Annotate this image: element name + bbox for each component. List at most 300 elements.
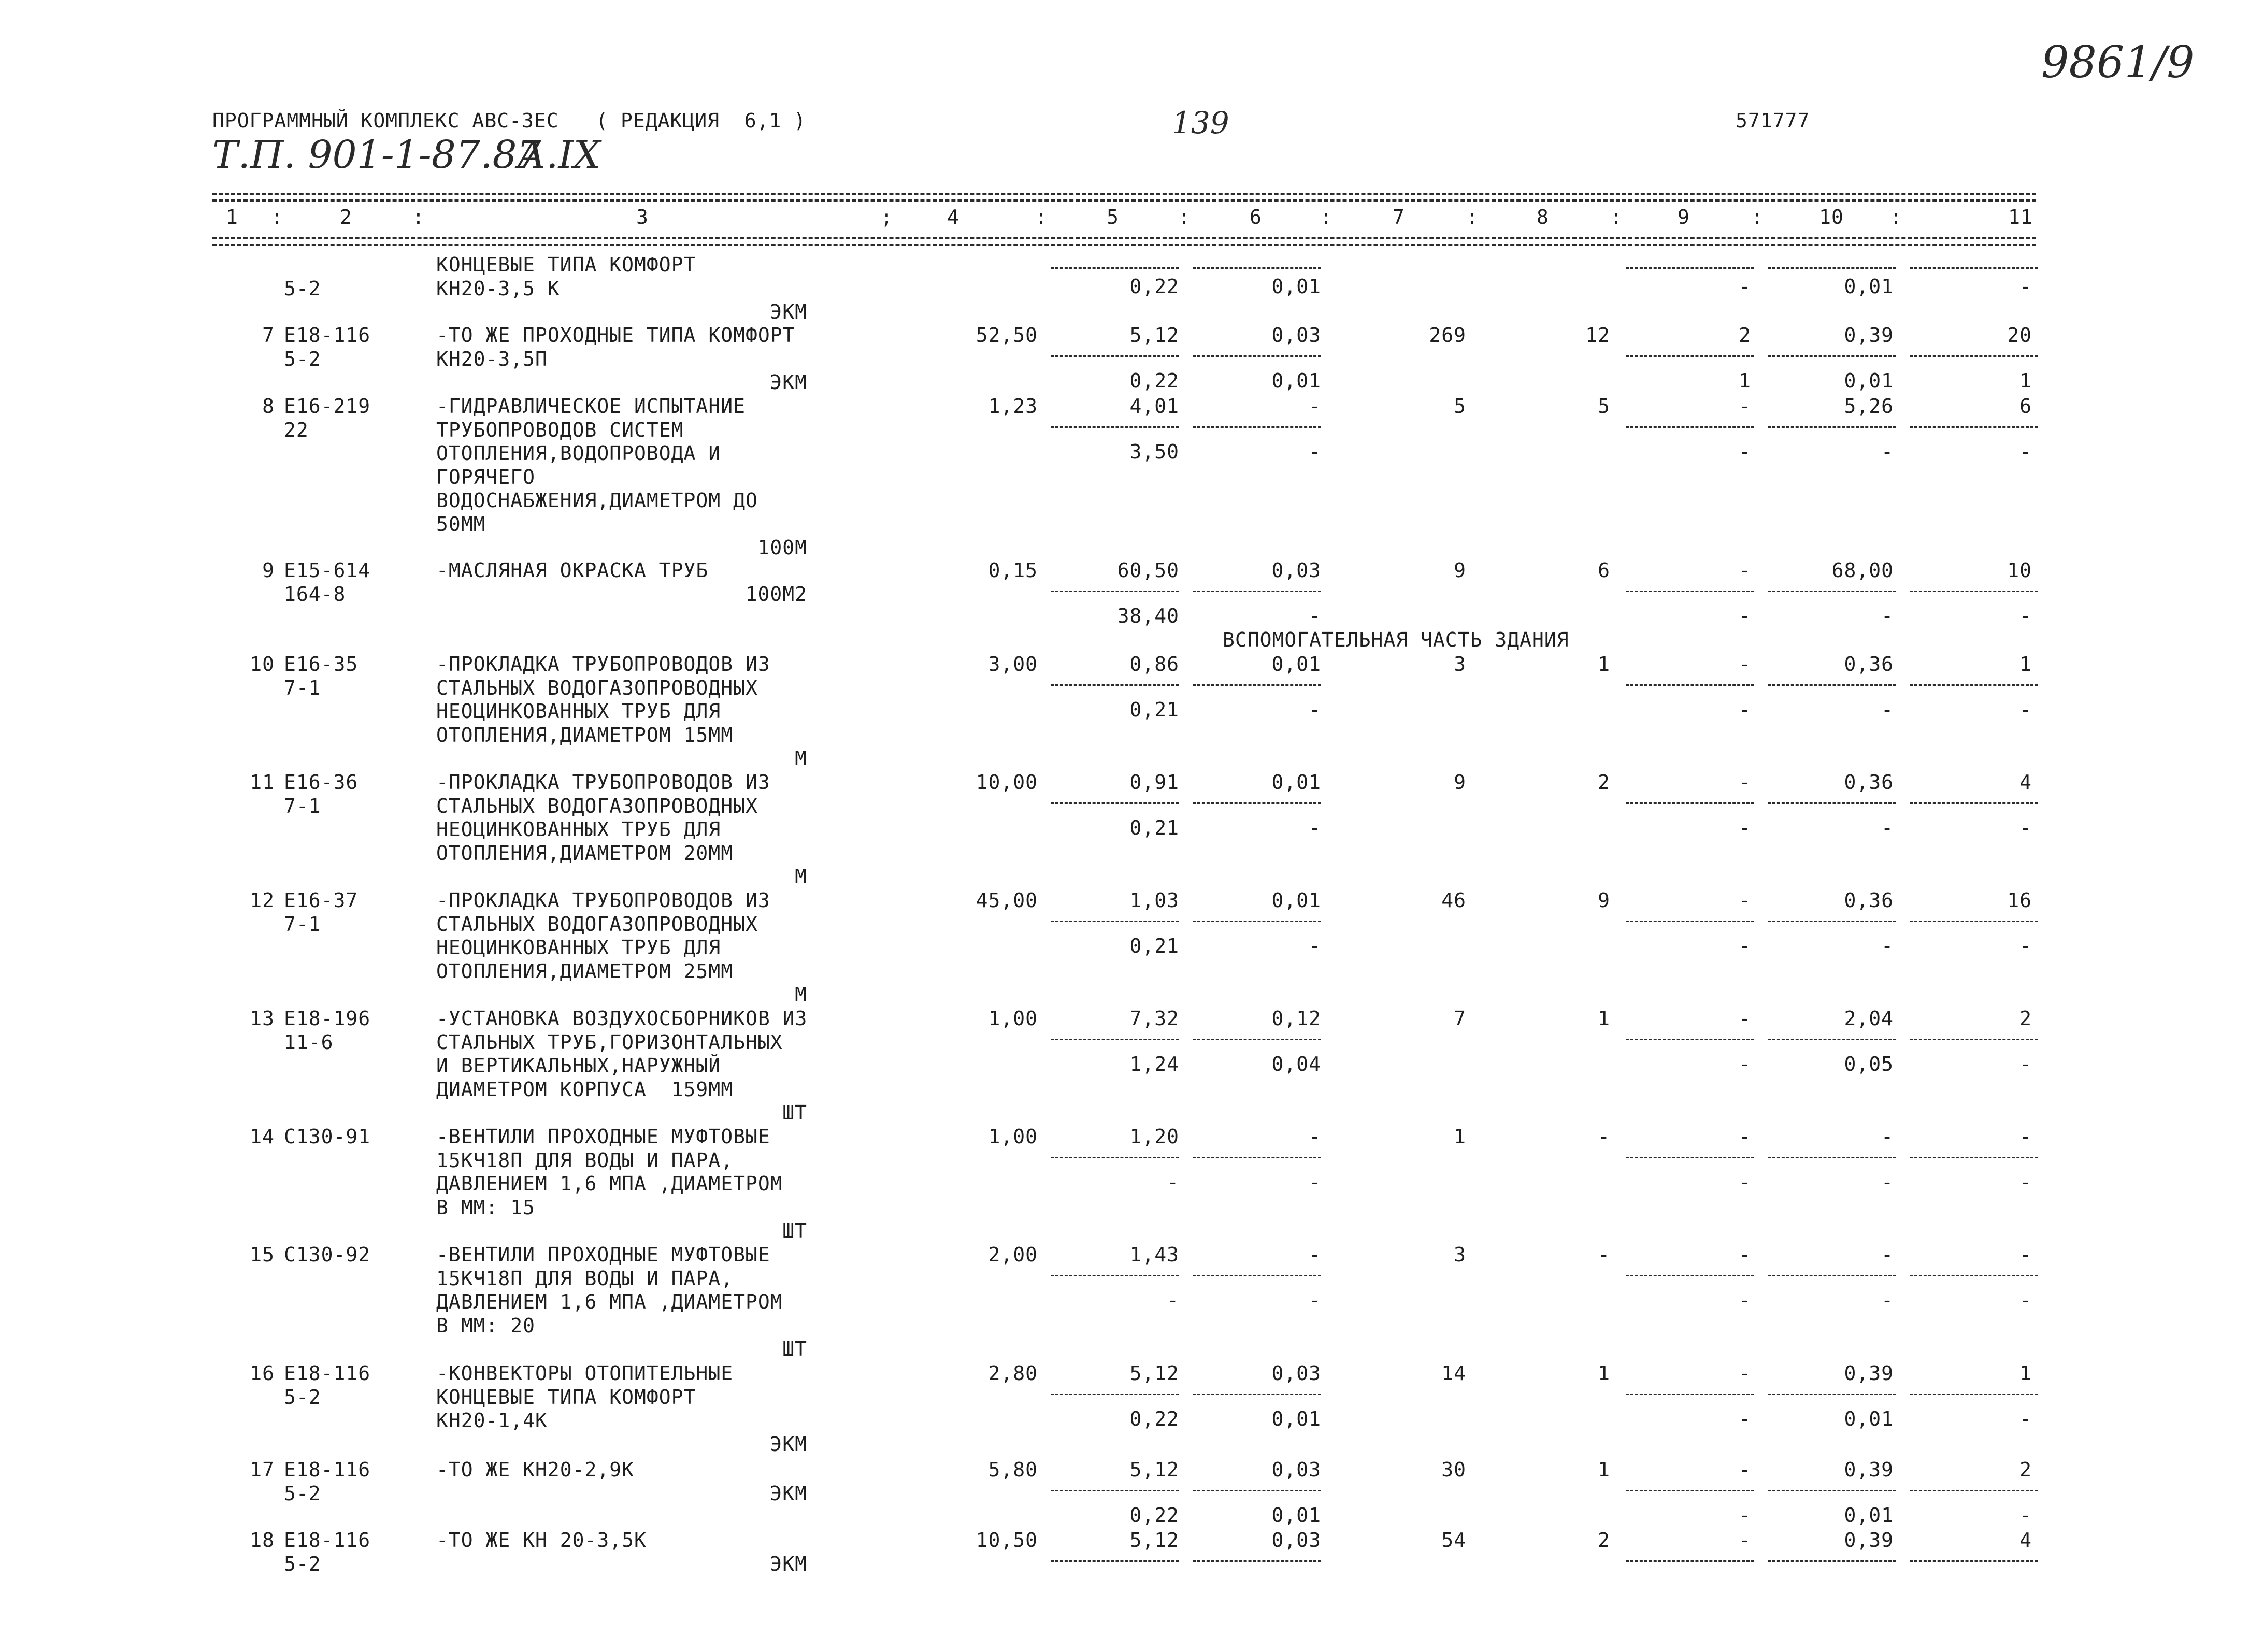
c10-fraction-rule <box>1768 1157 1896 1158</box>
c9-upper-value: - <box>1739 559 1751 582</box>
c6-upper-value: 0,03 <box>1271 324 1321 347</box>
c11-fraction-rule <box>1910 1039 2038 1040</box>
c10-fraction-rule <box>1768 355 1896 357</box>
c9-fraction-rule <box>1626 802 1754 804</box>
c5-upper-value: 1,43 <box>1129 1243 1179 1266</box>
c11-fraction-rule <box>1910 591 2038 592</box>
handwritten-corner-note: 9861/9 <box>2041 37 2195 88</box>
rate-subcode: 5-2 <box>284 347 321 370</box>
c5-fraction-rule <box>1051 591 1179 592</box>
album-reference: А.IX <box>517 133 601 177</box>
c10-upper-value: 0,39 <box>1844 324 1894 347</box>
quantity: 1,00 <box>988 1125 1038 1148</box>
c9-lower-value: - <box>1739 698 1751 721</box>
rate-code: Е16-36 <box>284 771 359 794</box>
c9-fraction-rule <box>1626 684 1754 686</box>
c11-upper-value: 10 <box>2007 559 2032 582</box>
c10-lower-value: 0,05 <box>1844 1053 1894 1075</box>
col8-value: 9 <box>1598 889 1610 912</box>
c6-lower-value: - <box>1309 698 1321 721</box>
c6-fraction-rule <box>1193 1157 1321 1158</box>
c5-fraction-rule <box>1051 355 1179 357</box>
c9-lower-value: - <box>1739 1407 1751 1430</box>
c6-fraction-rule <box>1193 591 1321 592</box>
c11-fraction-rule <box>1910 1157 2038 1158</box>
c11-fraction-rule <box>1910 1560 2038 1562</box>
c10-fraction-rule <box>1768 1490 1896 1491</box>
c11-lower-value: - <box>2019 1053 2032 1075</box>
c9-fraction-rule <box>1626 1560 1754 1562</box>
measurement-unit: ЭКМ <box>770 371 807 394</box>
column-header: 3 <box>636 206 649 228</box>
c6-upper-value: - <box>1309 1243 1321 1266</box>
c9-upper-value: - <box>1739 889 1751 912</box>
c5-upper-value: 0,91 <box>1129 771 1179 794</box>
work-description-line: -КОНВЕКТОРЫ ОТОПИТЕЛЬНЫЕ <box>436 1362 734 1385</box>
work-description-line: НЕОЦИНКОВАННЫХ ТРУБ ДЛЯ <box>436 700 721 723</box>
column-header: 9 <box>1678 206 1690 228</box>
work-description-line: И ВЕРТИКАЛЬНЫХ,НАРУЖНЫЙ <box>436 1054 721 1077</box>
work-description-line: -ГИДРАВЛИЧЕСКОЕ ИСПЫТАНИЕ <box>436 395 746 418</box>
col8-value: 12 <box>1585 324 1610 347</box>
row-number: 12 <box>250 889 275 912</box>
work-description-line: В ММ: 15 <box>436 1196 536 1219</box>
column-header: ; <box>881 206 893 228</box>
c11-upper-value: 20 <box>2007 324 2032 347</box>
rate-subcode: 5-2 <box>284 1482 321 1505</box>
row-number: 15 <box>250 1243 275 1266</box>
work-description-line: -ПРОКЛАДКА ТРУБОПРОВОДОВ ИЗ <box>436 653 770 676</box>
work-description-line: -ТО ЖЕ ПРОХОДНЫЕ ТИПА КОМФОРТ <box>436 324 795 347</box>
c9-lower-value: - <box>1739 816 1751 839</box>
rate-code: Е16-35 <box>284 653 359 676</box>
work-description-line: ОТОПЛЕНИЯ,ДИАМЕТРОМ 15ММ <box>436 723 734 746</box>
rate-subcode: 5-2 <box>284 277 321 300</box>
c5-upper-value: 60,50 <box>1117 559 1179 582</box>
col7-value: 7 <box>1454 1007 1466 1030</box>
c6-lower-value: - <box>1309 816 1321 839</box>
rate-subcode: 7-1 <box>284 676 321 699</box>
header-bottom-rule <box>212 237 2036 239</box>
c10-upper-value: 68,00 <box>1831 559 1894 582</box>
col8-value: 2 <box>1598 1529 1610 1552</box>
table-top-rule <box>212 199 2036 202</box>
c10-upper-value: 2,04 <box>1844 1007 1894 1030</box>
c10-lower-value: - <box>1881 935 1894 957</box>
c11-fraction-rule <box>1910 355 2038 357</box>
work-description-line: НЕОЦИНКОВАННЫХ ТРУБ ДЛЯ <box>436 818 721 841</box>
column-header: 4 <box>947 206 959 228</box>
c11-fraction-rule <box>1910 1394 2038 1395</box>
rate-code: Е18-116 <box>284 1529 371 1552</box>
c10-lower-value: - <box>1881 1289 1894 1312</box>
c10-upper-value: 0,36 <box>1844 653 1894 676</box>
c6-fraction-rule <box>1193 1490 1321 1491</box>
c6-fraction-rule <box>1193 1275 1321 1276</box>
column-header: : <box>1890 206 1902 228</box>
measurement-unit: 100М2 <box>745 582 807 606</box>
c11-fraction-rule <box>1910 426 2038 428</box>
c9-upper-value: - <box>1739 1243 1751 1266</box>
work-description-line: 50ММ <box>436 512 486 536</box>
work-description-line: -УСТАНОВКА ВОЗДУХОСБОРНИКОВ ИЗ <box>436 1007 808 1030</box>
c9-fraction-rule <box>1626 1039 1754 1040</box>
work-description-line: 15КЧ18П ДЛЯ ВОДЫ И ПАРА, <box>436 1267 734 1290</box>
col7-value: 5 <box>1454 395 1466 418</box>
measurement-unit: М <box>795 865 807 888</box>
c5-fraction-rule <box>1051 1490 1179 1491</box>
rate-code: Е16-219 <box>284 395 371 418</box>
quantity: 2,00 <box>988 1243 1038 1266</box>
c9-upper-value: - <box>1739 1458 1751 1481</box>
c9-upper-value: - <box>1739 1362 1751 1385</box>
column-header: 7 <box>1393 206 1405 228</box>
c11-lower-value: - <box>2019 698 2032 721</box>
c5-fraction-rule <box>1051 1157 1179 1158</box>
rate-subcode: 11-6 <box>284 1030 334 1054</box>
column-header: 5 <box>1107 206 1119 228</box>
c11-upper-value: 4 <box>2019 771 2032 794</box>
work-description-line: -ТО ЖЕ КН 20-3,5К <box>436 1529 647 1552</box>
c5-upper-value: 5,12 <box>1129 1529 1179 1552</box>
c11-lower-value: - <box>2019 935 2032 957</box>
work-description-line: 15КЧ18П ДЛЯ ВОДЫ И ПАРА, <box>436 1148 734 1172</box>
c10-lower-value: 0,01 <box>1844 1407 1894 1430</box>
c10-lower-value: 0,01 <box>1844 275 1894 298</box>
c10-fraction-rule <box>1768 1039 1896 1040</box>
c10-upper-value: - <box>1881 1125 1894 1148</box>
work-description-line: ОТОПЛЕНИЯ,ВОДОПРОВОДА И <box>436 442 721 465</box>
c9-upper-value: - <box>1739 1529 1751 1552</box>
c10-lower-value: - <box>1881 698 1894 721</box>
measurement-unit: ШТ <box>782 1219 807 1242</box>
c6-fraction-rule <box>1193 921 1321 922</box>
c11-lower-value: - <box>2019 1407 2032 1430</box>
c9-fraction-rule <box>1626 1157 1754 1158</box>
col7-value: 46 <box>1441 889 1466 912</box>
c5-upper-value: 4,01 <box>1129 395 1179 418</box>
col8-value: 1 <box>1598 653 1610 676</box>
document-code: 571777 <box>1736 109 1810 132</box>
c6-upper-value: 0,03 <box>1271 559 1321 582</box>
c6-upper-value: - <box>1309 395 1321 418</box>
c6-lower-value: 0,04 <box>1271 1053 1321 1075</box>
c6-upper-value: 0,01 <box>1271 653 1321 676</box>
c5-upper-value: 5,12 <box>1129 1458 1179 1481</box>
column-header: 8 <box>1537 206 1549 228</box>
work-description-line: ТРУБОПРОВОДОВ СИСТЕМ <box>436 418 684 441</box>
row-number: 7 <box>262 324 275 347</box>
c9-upper-value: - <box>1739 395 1751 418</box>
c11-upper-value: - <box>2019 1243 2032 1266</box>
header-bottom-rule <box>212 244 2036 246</box>
column-header: : <box>1178 206 1191 228</box>
work-description-line: КН20-1,4К <box>436 1409 548 1432</box>
row-number: 8 <box>262 395 275 418</box>
c10-upper-value: 5,26 <box>1844 395 1894 418</box>
c10-upper-value: - <box>1881 1243 1894 1266</box>
rate-subcode: 5-2 <box>284 1552 321 1575</box>
c5-fraction-rule <box>1051 1039 1179 1040</box>
quantity: 10,50 <box>976 1529 1038 1552</box>
c9-upper-value: 2 <box>1739 324 1751 347</box>
c10-fraction-rule <box>1768 1560 1896 1562</box>
col8-value: 6 <box>1598 559 1610 582</box>
c9-upper-value: - <box>1739 1125 1751 1148</box>
project-reference: Т.П. 901-1-87.87 <box>212 133 541 177</box>
column-header: : <box>1035 206 1048 228</box>
work-description-line: КОНЦЕВЫЕ ТИПА КОМФОРТ <box>436 253 696 276</box>
rate-code: Е16-37 <box>284 889 359 912</box>
col8-value: 1 <box>1598 1362 1610 1385</box>
table-top-rule <box>212 193 2036 195</box>
quantity: 0,15 <box>988 559 1038 582</box>
c10-lower-value: - <box>1881 440 1894 463</box>
row-number: 16 <box>250 1362 275 1385</box>
measurement-unit: 100М <box>757 536 807 559</box>
col8-value: 1 <box>1598 1007 1610 1030</box>
c10-lower-value: 0,01 <box>1844 1504 1894 1527</box>
column-header: : <box>1466 206 1479 228</box>
row-number: 9 <box>262 559 275 582</box>
work-description-line: ГОРЯЧЕГО <box>436 465 536 489</box>
c6-lower-value: - <box>1309 935 1321 957</box>
c10-lower-value: - <box>1881 816 1894 839</box>
c10-fraction-rule <box>1768 684 1896 686</box>
c5-upper-value: 5,12 <box>1129 324 1179 347</box>
work-description-line: СТАЛЬНЫХ ВОДОГАЗОПРОВОДНЫХ <box>436 912 758 936</box>
c9-upper-value: - <box>1739 771 1751 794</box>
measurement-unit: ЭКМ <box>770 1552 807 1575</box>
c11-fraction-rule <box>1910 267 2038 269</box>
c11-upper-value: 4 <box>2019 1529 2032 1552</box>
c6-upper-value: 0,01 <box>1271 889 1321 912</box>
measurement-unit: ЭКМ <box>770 1432 807 1456</box>
measurement-unit: М <box>795 983 807 1006</box>
column-header: 2 <box>340 206 352 228</box>
c10-lower-value: - <box>1881 1171 1894 1194</box>
c6-upper-value: 0,03 <box>1271 1458 1321 1481</box>
c5-lower-value: 0,21 <box>1129 698 1179 721</box>
c5-lower-value: 0,21 <box>1129 816 1179 839</box>
page-number: 139 <box>1172 105 1229 140</box>
c11-lower-value: - <box>2019 605 2032 627</box>
work-description-line: ДАВЛЕНИЕМ 1,6 МПА ,ДИАМЕТРОМ <box>436 1172 783 1195</box>
column-header: 1 <box>226 206 238 228</box>
c11-upper-value: 16 <box>2007 889 2032 912</box>
rate-code: С130-91 <box>284 1125 371 1148</box>
c9-lower-value: - <box>1739 605 1751 627</box>
row-number: 11 <box>250 771 275 794</box>
column-header: 11 <box>2008 206 2033 228</box>
c5-fraction-rule <box>1051 1394 1179 1395</box>
c9-fraction-rule <box>1626 591 1754 592</box>
c5-lower-value: 0,22 <box>1129 369 1179 392</box>
c5-upper-value: 1,03 <box>1129 889 1179 912</box>
c5-lower-value: 38,40 <box>1117 605 1179 627</box>
rate-code: Е18-116 <box>284 1362 371 1385</box>
row-number: 10 <box>250 653 275 676</box>
c9-fraction-rule <box>1626 355 1754 357</box>
c9-upper-value: - <box>1739 653 1751 676</box>
c6-lower-value: - <box>1309 605 1321 627</box>
c11-fraction-rule <box>1910 684 2038 686</box>
col7-value: 3 <box>1454 1243 1466 1266</box>
rate-code: Е15-614 <box>284 559 371 582</box>
rate-subcode: 164-8 <box>284 582 346 606</box>
c11-fraction-rule <box>1910 802 2038 804</box>
c11-upper-value: 1 <box>2019 653 2032 676</box>
c11-fraction-rule <box>1910 1275 2038 1276</box>
c6-upper-value: 0,01 <box>1271 771 1321 794</box>
c10-fraction-rule <box>1768 267 1896 269</box>
c6-fraction-rule <box>1193 267 1321 269</box>
section-title: ВСПОМОГАТЕЛЬНАЯ ЧАСТЬ ЗДАНИЯ <box>1223 628 1569 651</box>
col7-value: 9 <box>1454 559 1466 582</box>
work-description-line: В ММ: 20 <box>436 1314 536 1337</box>
column-header: : <box>271 206 283 228</box>
column-header: : <box>1610 206 1623 228</box>
c5-upper-value: 1,20 <box>1129 1125 1179 1148</box>
work-description-line: КН20-3,5П <box>436 347 548 370</box>
c10-fraction-rule <box>1768 591 1896 592</box>
work-description-line: КОНЦЕВЫЕ ТИПА КОМФОРТ <box>436 1385 696 1409</box>
c6-fraction-rule <box>1193 684 1321 686</box>
col8-value: 5 <box>1598 395 1610 418</box>
col7-value: 54 <box>1441 1529 1466 1552</box>
quantity: 10,00 <box>976 771 1038 794</box>
c9-fraction-rule <box>1626 921 1754 922</box>
quantity: 1,23 <box>988 395 1038 418</box>
c5-lower-value: 0,22 <box>1129 1407 1179 1430</box>
work-description-line: КН20-3,5 К <box>436 277 560 300</box>
c6-fraction-rule <box>1193 802 1321 804</box>
c10-fraction-rule <box>1768 426 1896 428</box>
c6-fraction-rule <box>1193 426 1321 428</box>
quantity: 1,00 <box>988 1007 1038 1030</box>
c9-lower-value: - <box>1739 1289 1751 1312</box>
c11-upper-value: 2 <box>2019 1458 2032 1481</box>
c5-fraction-rule <box>1051 1275 1179 1276</box>
c9-lower-value: - <box>1739 1171 1751 1194</box>
row-number: 14 <box>250 1125 275 1148</box>
c10-upper-value: 0,36 <box>1844 889 1894 912</box>
rate-subcode: 7-1 <box>284 794 321 817</box>
rate-code: Е18-196 <box>284 1007 371 1030</box>
c6-upper-value: 0,12 <box>1271 1007 1321 1030</box>
column-header: 6 <box>1250 206 1262 228</box>
work-description-line: -ВЕНТИЛИ ПРОХОДНЫЕ МУФТОВЫЕ <box>436 1125 770 1148</box>
c11-lower-value: - <box>2019 440 2032 463</box>
column-header: : <box>412 206 425 228</box>
c11-upper-value: 6 <box>2019 395 2032 418</box>
c6-lower-value: - <box>1309 1171 1321 1194</box>
c11-upper-value: - <box>2019 1125 2032 1148</box>
row-number: 13 <box>250 1007 275 1030</box>
c5-upper-value: 0,86 <box>1129 653 1179 676</box>
c6-lower-value: 0,01 <box>1271 275 1321 298</box>
c10-upper-value: 0,36 <box>1844 771 1894 794</box>
c6-upper-value: - <box>1309 1125 1321 1148</box>
c10-fraction-rule <box>1768 921 1896 922</box>
column-header: 10 <box>1819 206 1844 228</box>
c10-upper-value: 0,39 <box>1844 1458 1894 1481</box>
c11-lower-value: - <box>2019 1289 2032 1312</box>
col8-value: - <box>1598 1243 1610 1266</box>
c6-lower-value: - <box>1309 440 1321 463</box>
rate-subcode: 7-1 <box>284 912 321 936</box>
c9-lower-value: - <box>1739 440 1751 463</box>
col7-value: 14 <box>1441 1362 1466 1385</box>
c10-upper-value: 0,39 <box>1844 1362 1894 1385</box>
c10-lower-value: - <box>1881 605 1894 627</box>
c6-upper-value: 0,03 <box>1271 1529 1321 1552</box>
c10-lower-value: 0,01 <box>1844 369 1894 392</box>
c5-lower-value: 0,21 <box>1129 935 1179 957</box>
measurement-unit: ШТ <box>782 1101 807 1124</box>
col7-value: 9 <box>1454 771 1466 794</box>
work-description-line: -ПРОКЛАДКА ТРУБОПРОВОДОВ ИЗ <box>436 889 770 912</box>
c6-fraction-rule <box>1193 1039 1321 1040</box>
rate-code: Е18-116 <box>284 1458 371 1481</box>
c5-upper-value: 7,32 <box>1129 1007 1179 1030</box>
work-description-line: ВОДОСНАБЖЕНИЯ,ДИАМЕТРОМ ДО <box>436 489 758 512</box>
quantity: 3,00 <box>988 653 1038 676</box>
measurement-unit: ЭКМ <box>770 1482 807 1505</box>
c11-lower-value: - <box>2019 275 2032 298</box>
c9-lower-value: - <box>1739 935 1751 957</box>
quantity: 52,50 <box>976 324 1038 347</box>
c10-fraction-rule <box>1768 802 1896 804</box>
c11-lower-value: - <box>2019 1171 2032 1194</box>
work-description-line: НЕОЦИНКОВАННЫХ ТРУБ ДЛЯ <box>436 936 721 959</box>
c9-lower-value: 1 <box>1739 369 1751 392</box>
row-number: 17 <box>250 1458 275 1481</box>
col7-value: 1 <box>1454 1125 1466 1148</box>
program-header: ПРОГРАММНЫЙ КОМПЛЕКС АВС-3ЕС ( РЕДАКЦИЯ 6,1 ) <box>212 109 807 132</box>
col8-value: - <box>1598 1125 1610 1148</box>
c5-upper-value: 5,12 <box>1129 1362 1179 1385</box>
c6-lower-value: - <box>1309 1289 1321 1312</box>
work-description-line: -ТО ЖЕ КН20-2,9К <box>436 1458 635 1481</box>
c9-lower-value: - <box>1739 1504 1751 1527</box>
c9-lower-value: - <box>1739 1053 1751 1075</box>
c9-fraction-rule <box>1626 1275 1754 1276</box>
work-description-line: СТАЛЬНЫХ ВОДОГАЗОПРОВОДНЫХ <box>436 676 758 699</box>
quantity: 45,00 <box>976 889 1038 912</box>
c11-lower-value: - <box>2019 1504 2032 1527</box>
rate-code: С130-92 <box>284 1243 371 1266</box>
rate-subcode: 5-2 <box>284 1385 321 1409</box>
c6-fraction-rule <box>1193 1560 1321 1562</box>
c5-fraction-rule <box>1051 684 1179 686</box>
col7-value: 269 <box>1429 324 1466 347</box>
c5-fraction-rule <box>1051 802 1179 804</box>
c6-fraction-rule <box>1193 355 1321 357</box>
c5-fraction-rule <box>1051 426 1179 428</box>
c11-lower-value: - <box>2019 816 2032 839</box>
measurement-unit: ШТ <box>782 1338 807 1360</box>
quantity: 2,80 <box>988 1362 1038 1385</box>
c5-lower-value: 3,50 <box>1129 440 1179 463</box>
column-header: : <box>1320 206 1332 228</box>
work-description-line: -МАСЛЯНАЯ ОКРАСКА ТРУБ <box>436 559 709 582</box>
work-description-line: ОТОПЛЕНИЯ,ДИАМЕТРОМ 20ММ <box>436 841 734 865</box>
c5-fraction-rule <box>1051 267 1179 269</box>
quantity: 5,80 <box>988 1458 1038 1481</box>
c5-lower-value: 0,22 <box>1129 275 1179 298</box>
c6-lower-value: 0,01 <box>1271 1407 1321 1430</box>
